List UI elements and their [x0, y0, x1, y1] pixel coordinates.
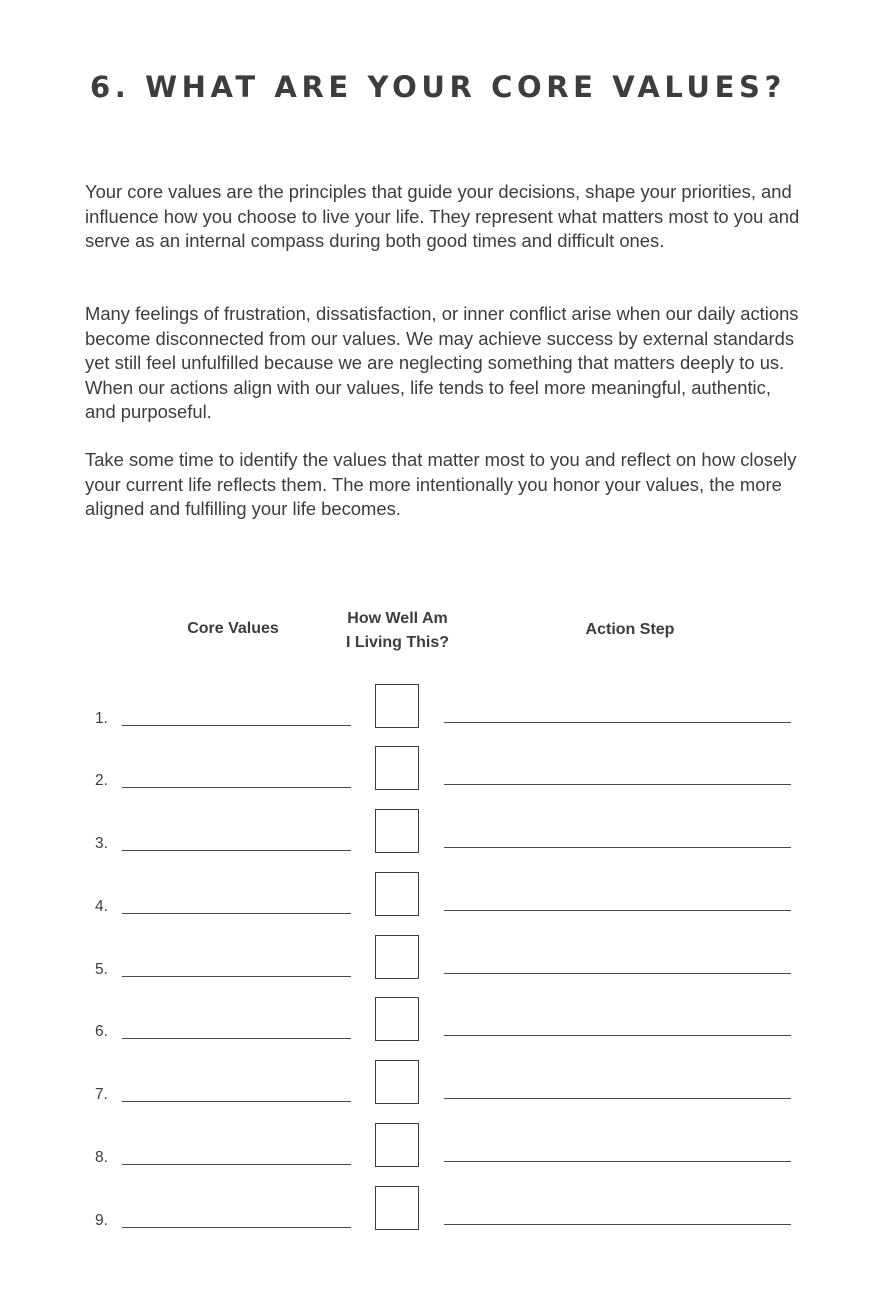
- row-number: 3.: [95, 835, 108, 852]
- rating-box[interactable]: [375, 809, 419, 853]
- core-value-line[interactable]: [122, 787, 351, 788]
- action-step-line[interactable]: [444, 1035, 791, 1036]
- core-value-line[interactable]: [122, 1101, 351, 1102]
- core-values-header: Core Values: [187, 620, 279, 637]
- row-number: 8.: [95, 1149, 108, 1166]
- action-step-line[interactable]: [444, 910, 791, 911]
- table-row: [0, 935, 876, 981]
- table-row: [0, 1060, 876, 1106]
- action-step-line[interactable]: [444, 847, 791, 848]
- rating-box[interactable]: [375, 746, 419, 790]
- core-value-line[interactable]: [122, 1164, 351, 1165]
- rating-box[interactable]: [375, 1123, 419, 1167]
- core-value-line[interactable]: [122, 850, 351, 851]
- how-well-header-line-2: I Living This?: [345, 634, 450, 651]
- intro-paragraph-1: Your core values are the principles that guide your decisions, shape your priorities, and influence how you choose to live your life. They represent what matters most to you and serve as an internal compass during both good times and difficult ones.: [85, 181, 800, 251]
- intro-paragraph-2: Many feelings of frustration, dissatisfaction, or inner conflict arise when our daily actions become disconnected from our values. We may achieve success by external standards yet still feel unfulfilled because we are neglecting something that matters deeply to us. When our actions align with our values, life tends to feel more meaningful, authentic, and purposeful.: [85, 303, 799, 422]
- rating-box[interactable]: [375, 997, 419, 1041]
- table-row: [0, 1186, 876, 1232]
- action-step-line[interactable]: [444, 1161, 791, 1162]
- how-well-header-line-1: How Well Am: [347, 610, 448, 627]
- table-row: [0, 809, 876, 855]
- table-row: [0, 1123, 876, 1169]
- rating-box[interactable]: [375, 684, 419, 728]
- core-value-line[interactable]: [122, 725, 351, 726]
- core-value-line[interactable]: [122, 913, 351, 914]
- row-number: 9.: [95, 1212, 108, 1229]
- action-step-line[interactable]: [444, 784, 791, 785]
- core-value-line[interactable]: [122, 976, 351, 977]
- page-title: 6. WHAT ARE YOUR CORE VALUES?: [90, 70, 786, 104]
- rating-box[interactable]: [375, 1060, 419, 1104]
- rating-box[interactable]: [375, 935, 419, 979]
- rating-box[interactable]: [375, 1186, 419, 1230]
- row-number: 1.: [95, 710, 108, 727]
- row-number: 4.: [95, 898, 108, 915]
- core-value-line[interactable]: [122, 1227, 351, 1228]
- action-step-line[interactable]: [444, 973, 791, 974]
- action-step-line[interactable]: [444, 1098, 791, 1099]
- rating-box[interactable]: [375, 872, 419, 916]
- row-number: 2.: [95, 772, 108, 789]
- table-row: [0, 997, 876, 1043]
- row-number: 7.: [95, 1086, 108, 1103]
- table-row: [0, 684, 876, 730]
- action-step-line[interactable]: [444, 1224, 791, 1225]
- row-number: 6.: [95, 1023, 108, 1040]
- intro-paragraph-3: Take some time to identify the values that matter most to you and reflect on how closely your current life reflects them. The more intentionally you honor your values, the more aligned and fulfilling your life becomes.: [85, 449, 797, 519]
- action-step-line[interactable]: [444, 722, 791, 723]
- how-well-header: [330, 607, 465, 655]
- table-row: [0, 872, 876, 918]
- table-row: [0, 746, 876, 792]
- core-value-line[interactable]: [122, 1038, 351, 1039]
- action-step-header: Action Step: [585, 621, 675, 638]
- row-number: 5.: [95, 961, 108, 978]
